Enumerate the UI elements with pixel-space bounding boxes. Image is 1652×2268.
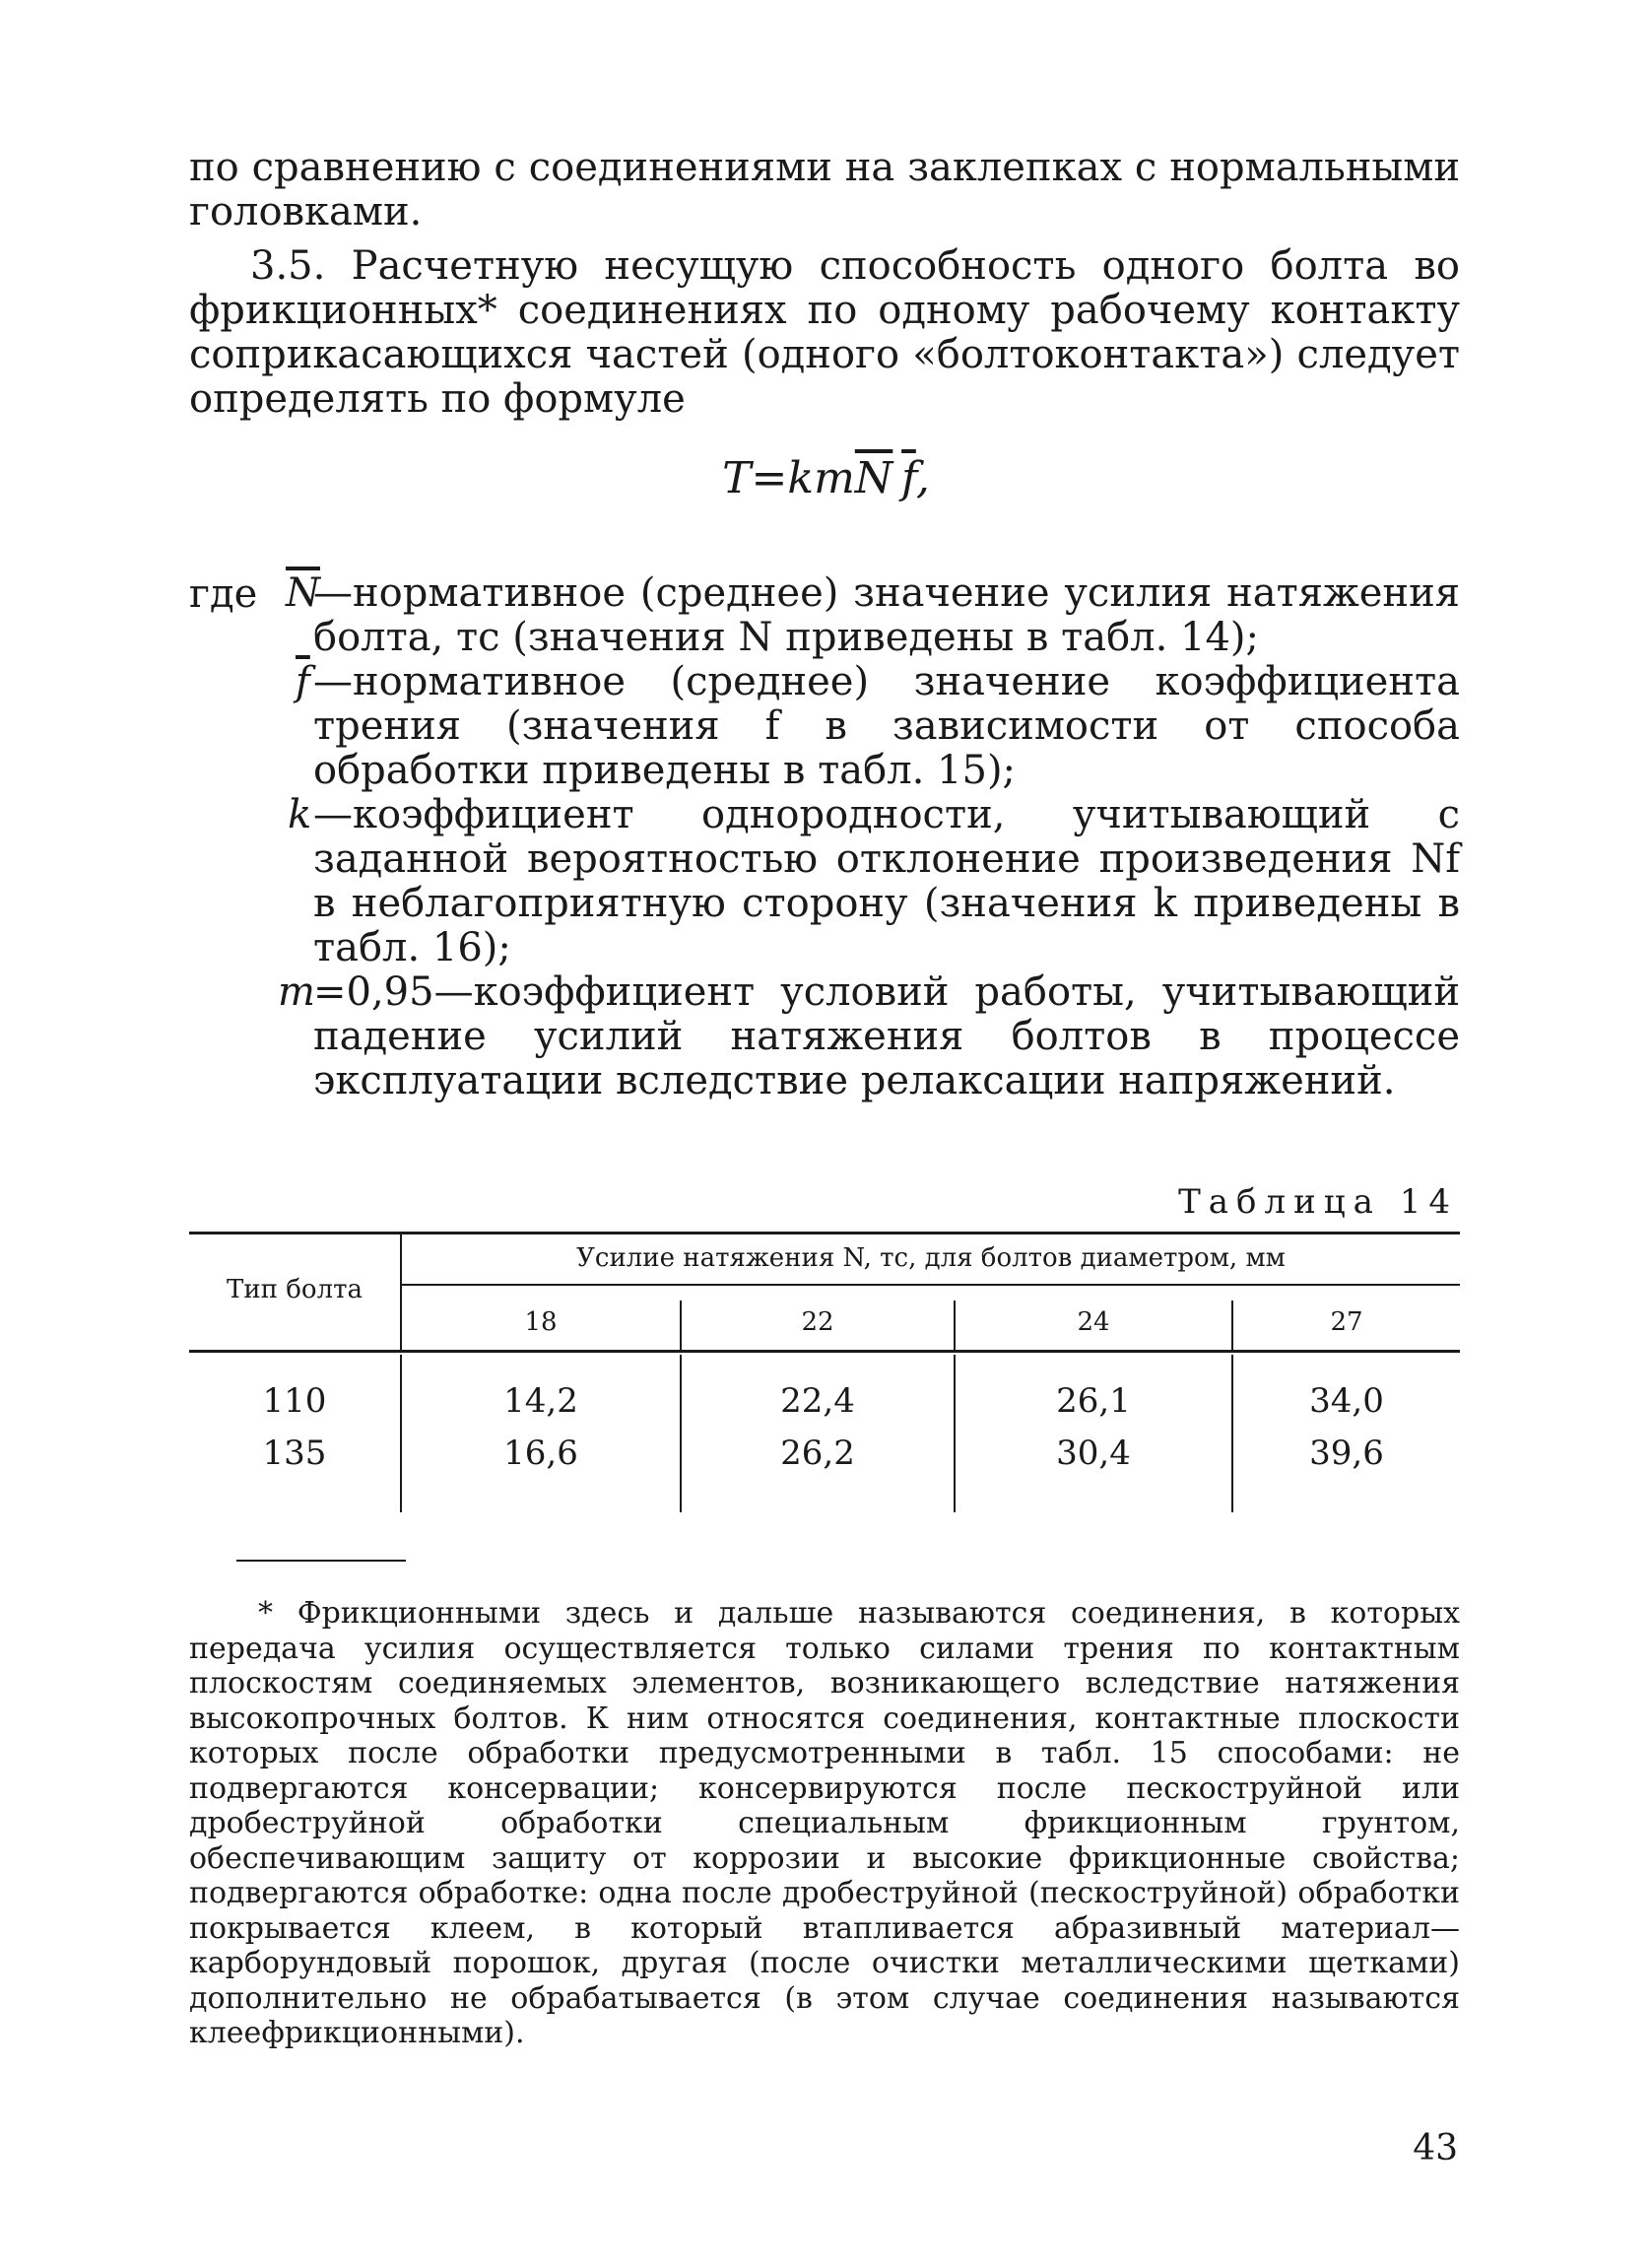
table-header-diameter: 27 [1330,1307,1363,1337]
formula-n: $\overline{N}$ [854,453,893,503]
where-label: где [189,571,258,617]
table-header-diameter: 22 [801,1307,834,1337]
formula-end: , [915,453,930,503]
table-header-diameter: 24 [1077,1307,1110,1337]
intro-line-1: по сравнению с соединениями на заклепках с нормальными [189,145,1460,190]
table-cell: 34,0 [1309,1381,1384,1421]
table-caption: Таблица 14 [1178,1182,1458,1222]
table-cell-type: 135 [262,1434,327,1473]
table-header-group: Усилие натяжения N, тс, для болтов диаметром, мм [576,1243,1286,1273]
table-cell: 14,2 [503,1381,578,1421]
footnote: * Фрикционными здесь и дальше называются соединения, в которых передача усилия осуществляется только силами трения по контактным плоскостям соединяемых элементов, возникающего вследствие натяжения высокопрочных болтов. К ним относятся соединения, контактные плоскости которых после обработки предусмотренными в табл. 15 способами: не подвергаются консервации; консервируются после пескоструйной или дробеструйной обработки специальным фрикционным грунтом, обеспечивающим защиту от коррозии и высокие фрикционные свойства; подвергаются обработке: одна после дробеструйной (пескоструйной) обработки покрывается клеем, в который втапливается абразивный материал—карборундовый порошок, другая (после очистки металлическими щетками) дополнительно не обрабатывается (в этом случае соединения называются клеефрикционными). [189,1596,1460,2050]
formula [591,453,1061,503]
definition-text [313,970,1460,1103]
table-cell: 30,4 [1056,1434,1131,1473]
definition-text-content: =0,95—коэффициент условий работы, учитывающий падение усилий натяжения болтов в процессе эксплуатации вследствие релаксации напряжений. [313,969,1460,1103]
footnote-separator [236,1560,406,1562]
definition-text-content: —коэффициент однородности, учитывающий с заданной вероятностью отклонение произведения Nf в неблагоприятную сторону (значения k приведены в табл. 16); [313,792,1460,970]
formula-lhs: T [722,453,752,503]
definition-text [313,571,1460,660]
formula-eq: = [751,453,788,503]
table-cell-type: 110 [262,1381,327,1421]
definition-symbol: m [278,969,315,1015]
table-top-rule [189,1232,1460,1234]
definition-symbol: k [288,792,312,837]
formula-km: km [787,453,855,503]
table-header-diameter: 18 [524,1307,558,1337]
definition-symbol: $\overline{N}$ [286,570,320,616]
table-cell: 39,6 [1309,1434,1384,1473]
definition-symbol: $\overline{f}$ [296,659,310,704]
formula-f: $\overline{f}$ [901,453,916,503]
section-3-5-paragraph: 3.5. Расчетную несущую способность одного болта во фрикционных* соединениях по одному рабочему контакту соприкасающихся частей (одного «болтоконтакта») следует определять по формуле [189,243,1460,422]
table-header-bottom-rule [189,1350,1460,1353]
table-cell: 26,2 [780,1434,855,1473]
table-header-type: Тип болта [227,1275,363,1304]
table-cell: 22,4 [780,1381,855,1421]
definition-text [313,793,1460,970]
table-cell: 26,1 [1056,1381,1131,1421]
definition-text-content: —нормативное (среднее) значение коэффициента трения (значения f в зависимости от способа обработки приведены в табл. 15); [313,659,1460,793]
definition-text [313,660,1460,793]
table-header-subrule [402,1284,1460,1286]
table-cell: 16,6 [503,1434,578,1473]
intro-line-2: головками. [189,189,423,234]
page-number: 43 [1413,2128,1458,2168]
definition-text-content: —нормативное (среднее) значение усилия натяжения болта, тс (значения N приведены в табл. 14); [313,570,1460,660]
